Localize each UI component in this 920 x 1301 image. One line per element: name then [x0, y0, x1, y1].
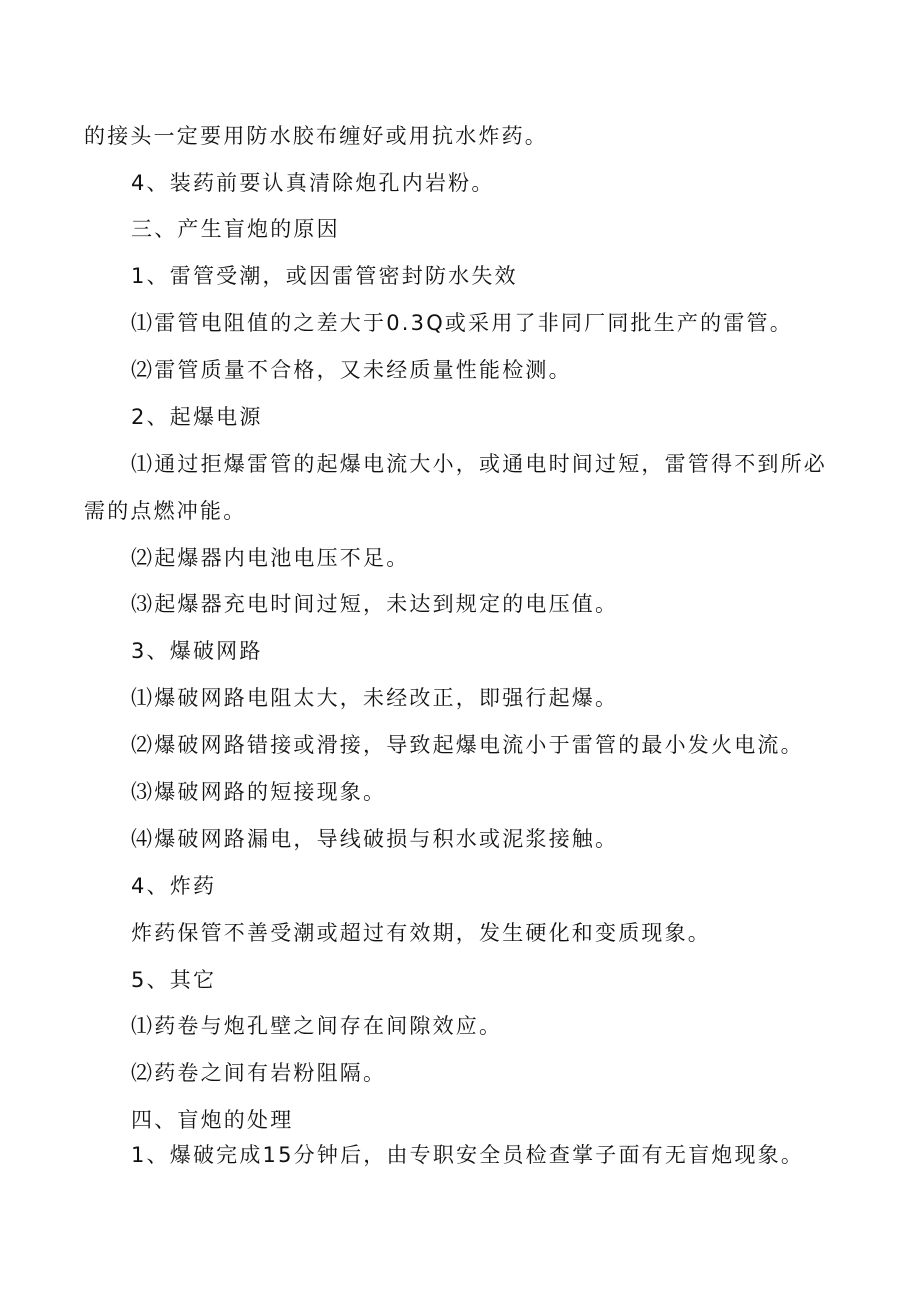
paragraph-line: 需的点燃冲能。 [84, 499, 247, 523]
subsection-heading: 2、起爆电源 [131, 405, 263, 429]
list-item: ⑷爆破网路漏电，导线破损与积水或泥浆接触。 [131, 827, 619, 851]
list-item: ⑴爆破网路电阻太大，未经改正，即强行起爆。 [131, 686, 619, 710]
list-item: ⑶起爆器充电时间过短，未达到规定的电压值。 [131, 592, 619, 616]
subsection-heading: 1、雷管受潮，或因雷管密封防水失效 [131, 264, 518, 288]
list-item: ⑵爆破网路错接或滑接，导致起爆电流小于雷管的最小发火电流。 [131, 733, 804, 757]
paragraph-line: 1、爆破完成15分钟后，由专职安全员检查掌子面有无盲炮现象。 [131, 1143, 805, 1167]
list-item: ⑴雷管电阻值的之差大于0.3Q或采用了非同厂同批生产的雷管。 [131, 311, 793, 335]
list-item: ⑵起爆器内电池电压不足。 [131, 546, 410, 570]
paragraph-line: 炸药保管不善受潮或超过有效期，发生硬化和变质现象。 [131, 921, 711, 945]
list-item: ⑴通过拒爆雷管的起爆电流大小，或通电时间过短，雷管得不到所必 [131, 452, 827, 476]
subsection-heading: 3、爆破网路 [131, 639, 263, 663]
section-heading: 三、产生盲炮的原因 [131, 217, 340, 241]
section-heading: 四、盲炮的处理 [131, 1108, 294, 1132]
list-item: ⑵雷管质量不合格，又未经质量性能检测。 [131, 358, 572, 382]
subsection-heading: 5、其它 [131, 968, 217, 992]
paragraph-line: 4、装药前要认真清除炮孔内岩粉。 [131, 171, 495, 195]
list-item: ⑵药卷之间有岩粉阻隔。 [131, 1061, 387, 1085]
subsection-heading: 4、炸药 [131, 874, 217, 898]
list-item: ⑴药卷与炮孔壁之间存在间隙效应。 [131, 1014, 503, 1038]
list-item: ⑶爆破网路的短接现象。 [131, 780, 387, 804]
paragraph-line: 的接头一定要用防水胶布缠好或用抗水炸药。 [84, 124, 548, 148]
